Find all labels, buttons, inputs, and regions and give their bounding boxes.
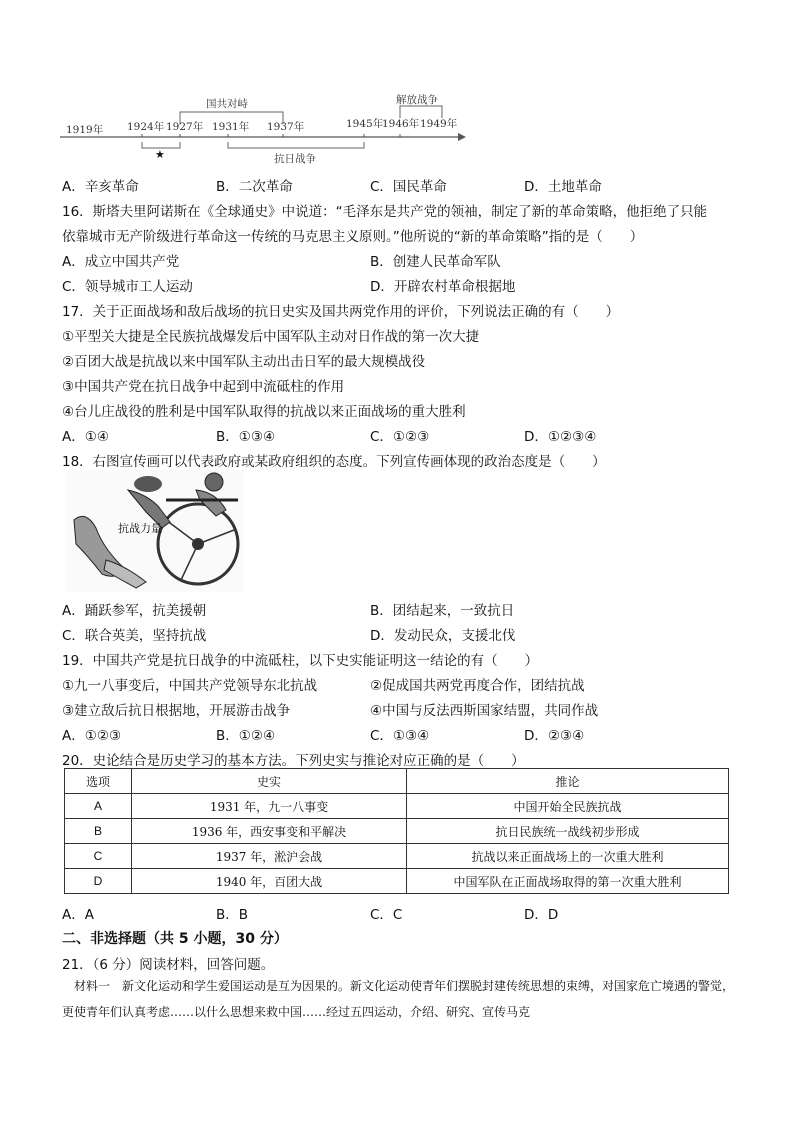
q16-option-a: A．成立中国共产党 [62,254,180,270]
timeline-arrow [458,133,466,141]
q17-item-4: ④台儿庄战役的胜利是中国军队取得的抗战以来正面战场的重大胜利 [62,404,466,420]
table-row [65,794,729,819]
year-1931: 1931年 [212,121,250,133]
q18-stem: 18．右图宣传画可以代表政府或某政府组织的态度。下列宣传画体现的政治态度是（ ） [62,454,606,470]
table-header-inference: 推论 [407,769,729,794]
q19-item-4: ④中国与反法西斯国家结盟，共同作战 [370,703,599,719]
q17-item-1: ①平型关大捷是全民族抗战爆发后中国军队主动对日作战的第一次大捷 [62,329,480,345]
year-1946: 1946年 [382,118,420,130]
q17-option-a: A．①④ [62,429,109,445]
table-cell: A [65,794,132,819]
q20-option-c: C．C [370,907,403,923]
q19-item-3: ③建立敌后抗日根据地，开展游击战争 [62,703,291,719]
year-1937: 1937年 [267,121,305,133]
q16-stem-line2: 依靠城市无产阶级进行革命这一传统的马克思主义原则。”他所说的“新的革命策略”指的是（ ） [62,229,644,245]
q18-option-a: A．踊跃参军，抗美援朝 [62,603,207,619]
table-cell: 抗战以来正面战场上的一次重大胜利 [407,844,729,869]
q21-material: 材料一 新文化运动和学生爱国运动是互为因果的。新文化运动使青年们摆脱封建传统思想的束缚，对国家危亡境遇的警觉，更使青年们认真考虑……以什么思想来救中国……经过五四运动，介绍、研究、宣传马克 [62,979,735,1019]
label-liberation: 解放战争 [396,94,438,106]
year-1924: 1924年 [127,121,165,133]
q17-item-2: ②百团大战是抗战以来中国军队主动出击日军的最大规模战役 [62,354,426,370]
table-cell: 中国军队在正面战场取得的第一次重大胜利 [407,869,729,894]
q16-option-b: B．创建人民革命军队 [370,254,501,270]
table-cell: B [65,819,132,844]
q20-option-d: D．D [524,907,559,923]
q15-option-b: B．二次革命 [216,179,293,195]
table-cell: D [65,869,132,894]
q19-option-a: A．①②③ [62,728,122,744]
table-cell: 1937 年，淞沪会战 [132,844,407,869]
q16-stem-line1: 16．斯塔夫里阿诺斯在《全球通史》中说道：“毛泽东是共产党的领袖，制定了新的革命策略，他拒绝了只能 [62,204,708,220]
q16-option-c: C．领导城市工人运动 [62,279,193,295]
q15-option-c: C．国民革命 [370,179,447,195]
q17-option-c: C．①②③ [370,429,430,445]
q19-item-2: ②促成国共两党再度合作，团结抗战 [370,678,585,694]
label-war: 抗日战争 [274,153,316,165]
year-1927: 1927年 [166,121,204,133]
table-cell: 中国开始全民族抗战 [407,794,729,819]
star-icon: ★ [155,148,165,161]
q15-option-d: D．土地革命 [524,179,602,195]
q20-table [64,768,729,894]
q20-option-a: A．A [62,907,94,923]
table-cell: 1940 年，百团大战 [132,869,407,894]
bracket-war [228,142,364,148]
table-cell: 1931 年，九一八事变 [132,794,407,819]
q19-option-d: D．②③④ [524,728,585,744]
year-1945: 1945年 [346,118,384,130]
q17-item-3: ③中国共产党在抗日战争中起到中流砥柱的作用 [62,379,345,395]
table-cell: 1936 年，西安事变和平解决 [132,819,407,844]
label-guogong: 国共对峙 [206,98,248,110]
q18-option-b: B．团结起来，一致抗日 [370,603,515,619]
table-cell: 抗日民族统一战线初步形成 [407,819,729,844]
q19-item-1: ①九一八事变后，中国共产党领导东北抗战 [62,678,318,694]
q17-option-d: D．①②③④ [524,429,597,445]
q20-option-b: B．B [216,907,249,923]
q17-option-b: B．①③④ [216,429,276,445]
q21-stem: 21．（6 分）阅读材料，回答问题。 [62,957,275,973]
table-header-row [65,769,729,794]
q17-stem: 17．关于正面战场和敌后战场的抗日史实及国共两党作用的评价，下列说法正确的有（ ） [62,304,620,320]
table-row [65,819,729,844]
picture-label: 抗战力量 [118,522,162,535]
table-header-fact: 史实 [132,769,407,794]
section-title: 二、非选择题（共 5 小题，30 分） [62,931,288,947]
q18-option-d: D．发动民众，支援北伐 [370,628,516,644]
year-1949: 1949年 [420,118,458,130]
q15-option-a: A．辛亥革命 [62,179,139,195]
q19-stem: 19．中国共产党是抗日战争的中流砥柱，以下史实能证明这一结论的有（ ） [62,653,539,669]
table-cell: C [65,844,132,869]
q19-option-c: C．①③④ [370,728,430,744]
table-row [65,869,729,894]
q19-option-b: B．①②④ [216,728,276,744]
table-row [65,844,729,869]
q16-option-d: D．开辟农村革命根据地 [370,279,516,295]
table-header-option: 选项 [65,769,132,794]
q18-option-c: C．联合英美，坚持抗战 [62,628,207,644]
year-1919: 1919年 [66,124,104,136]
q20-stem: 20．史论结合是历史学习的基本方法。下列史实与推论对应正确的是（ ） [62,753,525,769]
